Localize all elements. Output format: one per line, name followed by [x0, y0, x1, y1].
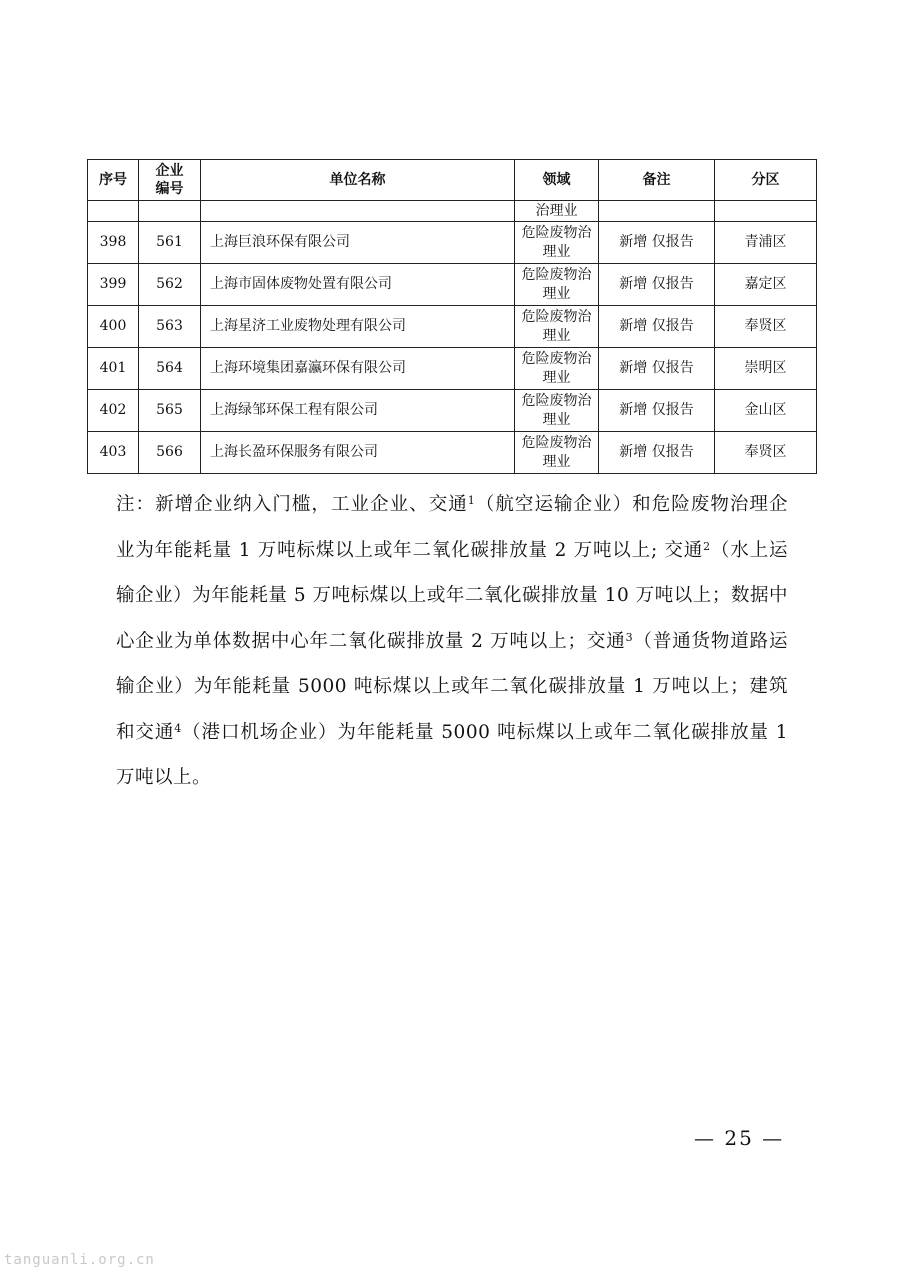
cell-seq: 401	[88, 348, 139, 390]
note-text-2: （航空运输企业）和危险废物治理企业为年能耗量 1 万吨标煤以上或年二氧化碳排放量 2 万吨以上; 交通	[116, 494, 788, 561]
cell-field: 危险废物治理业	[515, 432, 599, 474]
cell-name: 上海巨浪环保有限公司	[201, 222, 515, 264]
cell-name: 上海绿邹环保工程有限公司	[201, 390, 515, 432]
table-row-continuation	[88, 201, 817, 222]
cell-remark: 新增 仅报告	[599, 306, 715, 348]
cell-code: 564	[139, 348, 201, 390]
cell-remark: 新增 仅报告	[599, 390, 715, 432]
cell-code: 561	[139, 222, 201, 264]
cell-seq: 402	[88, 390, 139, 432]
cell-remark: 新增 仅报告	[599, 264, 715, 306]
cell-code: 562	[139, 264, 201, 306]
cell-seq: 398	[88, 222, 139, 264]
header-code	[139, 160, 201, 201]
cell-name: 上海市固体废物处置有限公司	[201, 264, 515, 306]
cell-field: 危险废物治理业	[515, 348, 599, 390]
cell-seq: 399	[88, 264, 139, 306]
page-number: — 25 —	[694, 1126, 785, 1150]
cell-seq: 403	[88, 432, 139, 474]
cell-field: 危险废物治理业	[515, 222, 599, 264]
cell-code: 563	[139, 306, 201, 348]
table-row	[88, 348, 817, 390]
cell-code	[139, 201, 201, 222]
header-name: 单位名称	[201, 160, 515, 201]
cell-name: 上海星济工业废物处理有限公司	[201, 306, 515, 348]
note-text-5: （港口机场企业）为年能耗量 5000 吨标煤以上或年二氧化碳排放量 1 万吨以上。	[116, 721, 788, 788]
header-field: 领域	[515, 160, 599, 201]
header-code-text: 企业编号	[155, 163, 184, 197]
note-sup-4: 4	[174, 721, 182, 735]
note-sup-3: 3	[625, 630, 634, 644]
cell-name	[201, 201, 515, 222]
table-row	[88, 264, 817, 306]
cell-district: 奉贤区	[715, 432, 817, 474]
cell-field: 治理业	[515, 201, 599, 222]
cell-district: 青浦区	[715, 222, 817, 264]
table-row	[88, 306, 817, 348]
cell-remark: 新增 仅报告	[599, 222, 715, 264]
note-sup-2: 2	[703, 539, 711, 553]
cell-district: 金山区	[715, 390, 817, 432]
footnote-paragraph	[116, 482, 788, 801]
watermark-text: tanguanli.org.cn	[4, 1252, 155, 1268]
cell-field: 危险废物治理业	[515, 306, 599, 348]
cell-name: 上海环境集团嘉瀛环保有限公司	[201, 348, 515, 390]
note-text-4: （普通货物道路运输企业）为年能耗量 5000 吨标煤以上或年二氧化碳排放量 1 万吨以上；建筑和交通	[116, 630, 788, 743]
table-row	[88, 390, 817, 432]
enterprise-table	[87, 159, 817, 474]
cell-remark: 新增 仅报告	[599, 348, 715, 390]
cell-name: 上海长盈环保服务有限公司	[201, 432, 515, 474]
header-seq: 序号	[88, 160, 139, 201]
note-text-1: 注：新增企业纳入门槛，工业企业、交通	[116, 494, 468, 515]
cell-remark	[599, 201, 715, 222]
cell-field: 危险废物治理业	[515, 264, 599, 306]
cell-code: 565	[139, 390, 201, 432]
cell-district: 奉贤区	[715, 306, 817, 348]
table-row	[88, 432, 817, 474]
table-header-row	[88, 160, 817, 201]
cell-seq	[88, 201, 139, 222]
header-district: 分区	[715, 160, 817, 201]
cell-code: 566	[139, 432, 201, 474]
header-remark: 备注	[599, 160, 715, 201]
cell-district	[715, 201, 817, 222]
cell-district: 崇明区	[715, 348, 817, 390]
cell-field: 危险废物治理业	[515, 390, 599, 432]
cell-seq: 400	[88, 306, 139, 348]
table-row	[88, 222, 817, 264]
cell-district: 嘉定区	[715, 264, 817, 306]
note-sup-1: 1	[467, 494, 476, 507]
cell-remark: 新增 仅报告	[599, 432, 715, 474]
note-text-3: （水上运输企业）为年能耗量 5 万吨标煤以上或年二氧化碳排放量 10 万吨以上；数据中心企业为单体数据中心年二氧化碳排放量 2 万吨以上；交通	[116, 539, 788, 652]
